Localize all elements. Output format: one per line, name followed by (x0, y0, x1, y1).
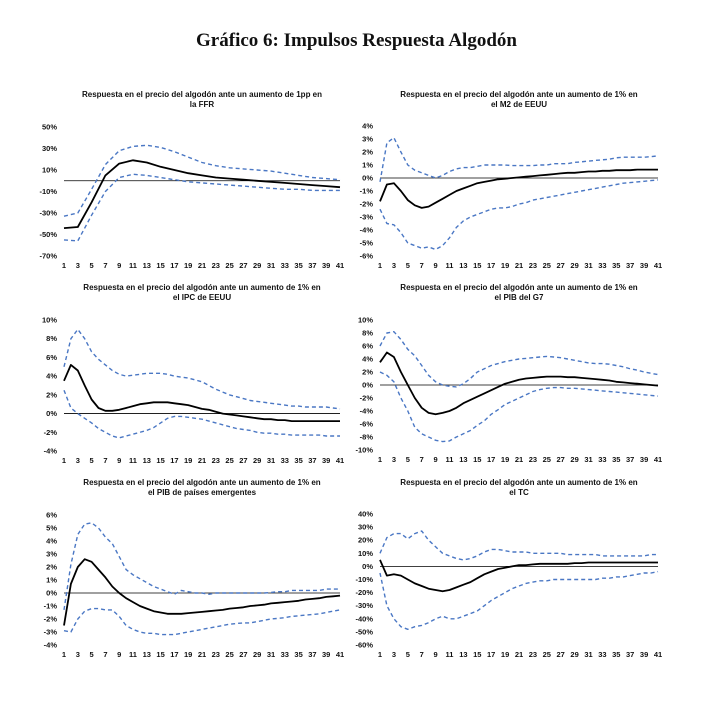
chart-title-line: Respuesta en el precio del algodón ante un aumento de 1pp en (81, 90, 323, 99)
x-tick-label: 31 (584, 261, 593, 270)
chart-title-line: el PIB del G7 (494, 293, 544, 302)
x-tick-label: 27 (239, 456, 248, 465)
response-line (64, 160, 340, 228)
x-tick-label: 11 (445, 455, 454, 464)
x-tick-label: 31 (266, 261, 276, 270)
y-tick-label: -20% (355, 588, 373, 598)
x-tick-label: 5 (89, 650, 94, 659)
y-tick-label: 10% (41, 165, 57, 175)
x-tick-label: 1 (61, 650, 67, 659)
x-tick-label: 19 (184, 261, 193, 270)
x-tick-label: 13 (459, 650, 468, 659)
x-tick-label: 17 (487, 455, 496, 464)
response-line (380, 353, 658, 415)
x-tick-label: 31 (584, 455, 593, 464)
x-tick-label: 23 (211, 456, 220, 465)
x-tick-label: 23 (528, 261, 538, 270)
x-tick-label: 13 (142, 650, 151, 659)
x-tick-label: 15 (156, 650, 165, 659)
y-tick-label: -3% (43, 627, 57, 637)
lower-band-line (380, 572, 658, 630)
x-tick-label: 39 (639, 261, 649, 270)
upper-band-line (380, 332, 658, 387)
x-tick-label: 15 (156, 456, 165, 465)
x-tick-label: 17 (170, 456, 179, 465)
x-tick-label: 13 (142, 261, 151, 270)
x-tick-label: 27 (239, 650, 248, 659)
upper-band-line (64, 523, 340, 610)
chart-title-line: la FFR (189, 100, 215, 109)
x-tick-label: 19 (500, 261, 510, 270)
chart-title-line: Respuesta en el precio del algodón ante un aumento de 1% en (83, 283, 321, 292)
x-tick-label: 13 (142, 456, 151, 465)
x-tick-label: 17 (170, 650, 179, 659)
y-tick-label: 0% (362, 561, 373, 571)
y-tick-label: -10% (355, 575, 373, 584)
x-tick-label: 1 (377, 650, 383, 659)
x-tick-label: 15 (473, 650, 482, 659)
y-tick-label: 6% (46, 510, 57, 520)
x-tick-label: 19 (500, 650, 510, 659)
x-tick-label: 35 (612, 650, 621, 659)
y-tick-label: 2% (46, 390, 57, 400)
x-tick-label: 27 (556, 650, 565, 659)
x-tick-label: 7 (419, 650, 424, 659)
x-tick-label: 39 (322, 456, 331, 465)
y-tick-label: -70% (39, 251, 57, 261)
x-tick-label: 9 (117, 456, 122, 465)
x-tick-label: 31 (584, 650, 593, 659)
y-tick-label: 3% (362, 134, 373, 144)
y-tick-label: 8% (362, 328, 373, 338)
chart-panel-ipc (42, 283, 344, 465)
upper-band-line (380, 531, 658, 560)
x-tick-label: 29 (570, 650, 579, 659)
x-tick-label: 21 (197, 650, 207, 659)
x-tick-label: 23 (211, 650, 220, 659)
x-tick-label: 19 (500, 455, 510, 464)
x-tick-label: 23 (211, 261, 220, 270)
x-tick-label: 15 (473, 261, 482, 270)
x-tick-label: 15 (156, 261, 165, 270)
y-tick-label: -1% (359, 186, 373, 196)
y-tick-label: 6% (362, 341, 373, 351)
lower-band-line (380, 180, 658, 250)
x-tick-label: 3 (391, 650, 396, 659)
x-tick-label: 41 (335, 650, 345, 659)
y-tick-label: -2% (359, 393, 373, 403)
x-tick-label: 39 (639, 650, 649, 659)
y-tick-label: 8% (46, 334, 57, 344)
x-tick-label: 17 (170, 261, 179, 270)
y-tick-label: 2% (362, 367, 373, 377)
x-tick-label: 21 (197, 261, 207, 270)
upper-band-line (64, 329, 340, 409)
x-tick-label: 19 (184, 456, 193, 465)
y-tick-label: 4% (46, 536, 57, 546)
x-tick-label: 5 (89, 456, 94, 465)
chart-title-line: Respuesta en el precio del algodón ante un aumento de 1% en (83, 478, 321, 487)
y-tick-label: 4% (362, 121, 373, 131)
x-tick-label: 7 (103, 650, 108, 659)
chart-panel-m2 (360, 90, 663, 270)
x-tick-label: 39 (322, 650, 331, 659)
x-tick-label: 41 (335, 456, 345, 465)
x-tick-label: 5 (405, 455, 410, 464)
y-tick-label: 2% (46, 562, 57, 572)
x-tick-label: 7 (103, 456, 108, 465)
chart-panel-pib-g7 (355, 283, 662, 464)
x-tick-label: 35 (294, 261, 303, 270)
y-tick-label: 3% (46, 549, 57, 559)
x-tick-label: 29 (570, 455, 579, 464)
x-tick-label: 9 (117, 650, 122, 659)
x-tick-label: 11 (129, 261, 137, 270)
y-tick-label: 30% (41, 144, 57, 153)
x-tick-label: 41 (653, 650, 663, 659)
y-tick-label: -6% (359, 251, 373, 261)
x-tick-label: 3 (75, 456, 80, 465)
y-tick-label: 0% (362, 380, 373, 390)
x-tick-label: 21 (514, 650, 524, 659)
x-tick-label: 19 (184, 650, 193, 659)
y-tick-label: -2% (43, 427, 57, 437)
response-line (64, 365, 340, 421)
x-tick-label: 11 (445, 261, 454, 270)
x-tick-label: 29 (570, 261, 579, 270)
chart-title-line: el M2 de EEUU (490, 100, 548, 109)
x-tick-label: 17 (487, 650, 496, 659)
x-tick-label: 37 (626, 261, 635, 270)
y-tick-label: -1% (43, 601, 57, 611)
upper-band-line (380, 138, 658, 182)
x-tick-label: 15 (473, 455, 482, 464)
x-tick-label: 33 (598, 261, 607, 270)
y-tick-label: 2% (362, 147, 373, 157)
x-tick-label: 41 (653, 261, 663, 270)
x-tick-label: 3 (391, 455, 396, 464)
x-tick-label: 25 (225, 650, 234, 659)
x-tick-label: 33 (280, 261, 289, 270)
x-tick-label: 9 (433, 650, 438, 659)
chart-panel-tc (355, 478, 662, 659)
x-tick-label: 9 (117, 261, 122, 270)
x-tick-label: 1 (61, 456, 67, 465)
x-tick-label: 7 (419, 261, 424, 270)
x-tick-label: 33 (280, 456, 289, 465)
chart-panel-pib-emergentes (44, 478, 345, 659)
chart-title-line: Respuesta en el precio del algodón ante un aumento de 1% en (400, 283, 638, 292)
chart-title-line: Respuesta en el precio del algodón ante un aumento de 1% en (400, 478, 638, 487)
y-tick-label: -40% (355, 614, 373, 624)
x-tick-label: 1 (377, 455, 383, 464)
x-tick-label: 35 (612, 455, 621, 464)
x-tick-label: 17 (487, 261, 496, 270)
y-tick-label: 4% (46, 371, 57, 381)
response-line (380, 560, 658, 591)
x-tick-label: 41 (335, 261, 345, 270)
y-tick-label: -60% (355, 640, 373, 650)
chart-title-line: el TC (509, 488, 529, 497)
x-tick-label: 3 (75, 650, 80, 659)
y-tick-label: 10% (41, 315, 57, 325)
x-tick-label: 13 (459, 455, 468, 464)
x-tick-label: 41 (653, 455, 663, 464)
y-tick-label: -4% (43, 640, 57, 650)
x-tick-label: 3 (75, 261, 80, 270)
x-tick-label: 7 (419, 455, 424, 464)
y-tick-label: 10% (357, 548, 373, 558)
x-tick-label: 29 (253, 650, 262, 659)
y-tick-label: -10% (355, 445, 373, 455)
chart-panel-ffr (39, 90, 344, 270)
x-tick-label: 13 (459, 261, 468, 270)
x-tick-label: 9 (433, 455, 438, 464)
x-tick-label: 21 (514, 455, 524, 464)
x-tick-label: 9 (433, 261, 438, 270)
y-tick-label: 20% (357, 535, 373, 545)
x-tick-label: 25 (225, 456, 234, 465)
y-tick-label: -50% (355, 627, 373, 637)
y-tick-label: -2% (359, 199, 373, 209)
x-tick-label: 37 (626, 650, 635, 659)
x-tick-label: 35 (294, 456, 303, 465)
x-tick-label: 27 (239, 261, 248, 270)
x-tick-label: 11 (129, 650, 137, 659)
x-tick-label: 25 (542, 261, 551, 270)
x-tick-label: 1 (377, 261, 383, 270)
y-tick-label: 40% (357, 509, 373, 519)
x-tick-label: 5 (89, 261, 94, 270)
x-tick-label: 27 (556, 455, 565, 464)
response-line (380, 170, 658, 208)
y-tick-label: 1% (362, 160, 373, 170)
y-tick-label: -10% (39, 187, 57, 196)
y-tick-label: 10% (357, 315, 373, 325)
x-tick-label: 3 (391, 261, 396, 270)
x-tick-label: 33 (280, 650, 289, 659)
x-tick-label: 39 (322, 261, 331, 270)
lower-band-line (64, 390, 340, 438)
y-tick-label: 30% (357, 522, 373, 532)
x-tick-label: 25 (542, 650, 551, 659)
x-tick-label: 39 (639, 455, 649, 464)
x-tick-label: 29 (253, 261, 262, 270)
x-tick-label: 27 (556, 261, 565, 270)
x-tick-label: 31 (266, 456, 276, 465)
x-tick-label: 23 (528, 455, 538, 464)
page-title: Gráfico 6: Impulsos Respuesta Algodón (196, 30, 517, 51)
x-tick-label: 23 (528, 650, 538, 659)
x-tick-label: 5 (405, 650, 410, 659)
x-tick-label: 21 (514, 261, 524, 270)
y-tick-label: 4% (362, 354, 373, 364)
y-tick-label: 1% (46, 575, 57, 585)
y-tick-label: -4% (43, 446, 57, 456)
x-tick-label: 7 (103, 261, 108, 270)
y-tick-label: 5% (46, 523, 57, 533)
y-tick-label: -4% (359, 406, 373, 416)
y-tick-label: -6% (359, 419, 373, 429)
x-tick-label: 25 (225, 261, 234, 270)
y-tick-label: -3% (359, 212, 373, 222)
x-tick-label: 37 (308, 261, 317, 270)
x-tick-label: 25 (542, 455, 551, 464)
chart-title-line: Respuesta en el precio del algodón ante un aumento de 1% en (400, 90, 638, 99)
x-tick-label: 11 (445, 650, 454, 659)
y-tick-label: 0% (46, 588, 57, 598)
y-tick-label: -30% (355, 601, 373, 611)
y-tick-label: -4% (359, 225, 373, 235)
y-tick-label: 6% (46, 352, 57, 362)
x-tick-label: 11 (129, 456, 137, 465)
x-tick-label: 37 (308, 456, 317, 465)
x-tick-label: 33 (598, 650, 607, 659)
x-tick-label: 37 (626, 455, 635, 464)
y-tick-label: -8% (359, 432, 373, 442)
x-tick-label: 21 (197, 456, 207, 465)
chart-title-line: el PIB de países emergentes (147, 488, 257, 497)
y-tick-label: -50% (39, 230, 57, 239)
y-tick-label: 0% (46, 409, 57, 419)
x-tick-label: 35 (612, 261, 621, 270)
x-tick-label: 31 (266, 650, 276, 659)
x-tick-label: 37 (308, 650, 317, 659)
x-tick-label: 29 (253, 456, 262, 465)
y-tick-label: -2% (43, 614, 57, 624)
x-tick-label: 33 (598, 455, 607, 464)
x-tick-label: 5 (405, 261, 410, 270)
y-tick-label: 50% (41, 122, 57, 132)
x-tick-label: 35 (294, 650, 303, 659)
y-tick-label: 0% (362, 173, 373, 183)
x-tick-label: 1 (61, 261, 67, 270)
y-tick-label: -5% (359, 238, 373, 248)
y-tick-label: -30% (39, 208, 57, 218)
chart-title-line: el IPC de EEUU (172, 293, 232, 302)
